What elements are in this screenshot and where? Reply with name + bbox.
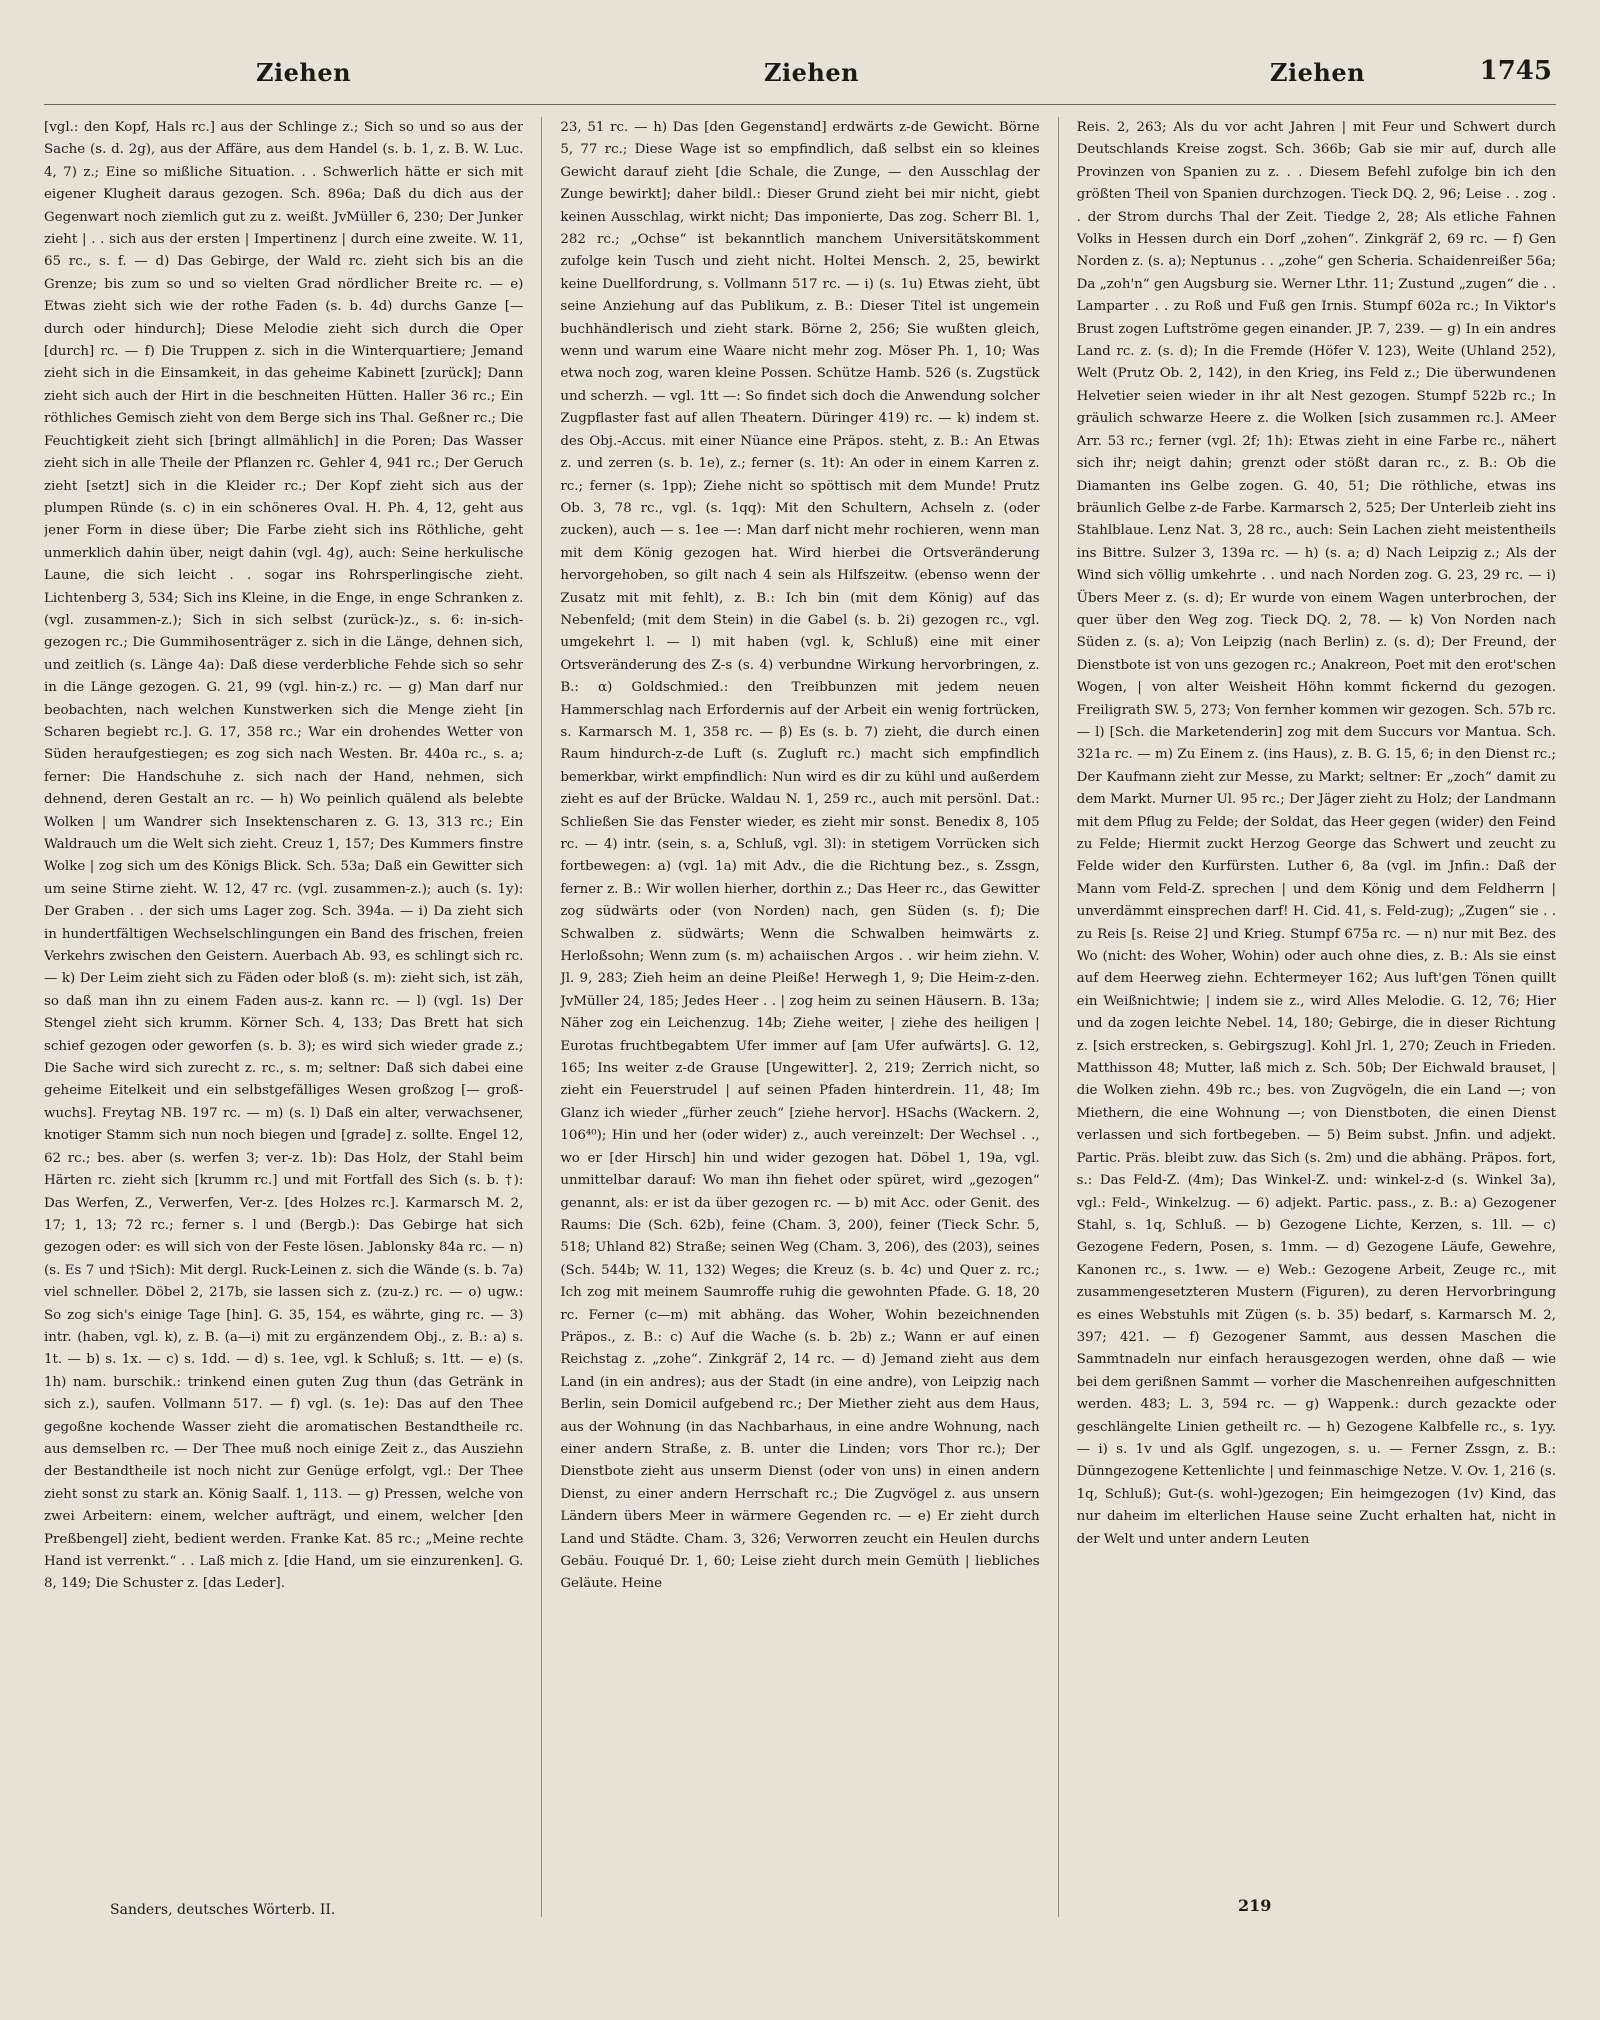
headword-right: Ziehen: [1270, 58, 1366, 87]
page-number: 1745: [1479, 56, 1552, 86]
text-columns: [44, 117, 1556, 1917]
signature-mark: 219: [1238, 1896, 1272, 1915]
column-3-text: Reis. 2, 263; Als du vor acht Jahren | mit Feur und Schwert durch Deutschlands Kreise zogst. Sch. 366b; Gab sie mir auf, durch alle Provinzen von Spanien zu z. . . Diesem Befehl zufolge bin ich den größten Theil von Spanien durchzogen. Tieck DQ. 2, 96; Leise . . zog . . der Strom durchs Thal der Zeit. Tiedge 2, 28; Als etliche Fahnen Volks in Hessen durch ein Dorf „zohen“. Zinkgräf 2, 69 rc. — f) Gen Norden z. (s. a); Neptunus . . „zohe“ gen Scheria. Schaidenreißer 56a; Da „zoh'n“ gen Augsburg sie. Werner Lthr. 11; Zustund „zugen“ die . . Lamparter . . zu Roß und Fuß gen Irnis. Stumpf 602a rc.; In Viktor's Brust zogen Luftströme gegen einander. JP. 7, 239. — g) In ein andres Land rc. z. (s. d); In die Fremde (Höfer V. 123), Weite (Uhland 252), Welt (Prutz Ob. 2, 142), in den Krieg, ins Feld z.; Die überwundenen Helvetier seien wieder in ihr alt Nest gezogen. Stumpf 522b rc.; In gräulich schwarze Heere z. die Wolken [sich zusammen rc.]. AMeer Arr. 53 rc.; ferner (vgl. 2f; 1h): Etwas zieht in eine Farbe rc., nähert sich ihr; neigt dahin; grenzt oder stößt daran rc., z. B.: Ob die Diamanten ins Gelbe zogen. G. 40, 51; Die röthliche, etwas ins bräunlich Gelbe z-de Farbe. Karmarsch 2, 525; Der Unterleib zieht ins Stahlblaue. Lenz Nat. 3, 28 rc., auch: Sein Lachen zieht meistentheils ins Bittre. Sulzer 3, 139a rc. — h) (s. a; d) Nach Leipzig z.; Als der Wind sich völlig umkehrte . . und nach Norden zog. G. 23, 29 rc. — i) Übers Meer z. (s. d); Er wurde von einem Wagen unterbrochen, der quer über den Weg zog. Tieck DQ. 2, 78. — k) Von Norden nach Süden z. (s. a); Von Leipzig (nach Berlin) z. (s. d); Der Freund, der Dienstbote ist von uns gezogen rc.; Anakreon, Poet mit den erot'schen Wogen, | von alter Weisheit Höhn kommt fickernd du gezogen. Freiligrath SW. 5, 273; Von fernher kommen wir gezogen. Sch. 57b rc. — l) [Sch. die Marketenderin] zog mit dem Succurs vor Mantua. Sch. 321a rc. — m) Zu Einem z. (ins Haus), z. B. G. 15, 6; in den Dienst rc.; Der Kaufmann zieht zur Messe, zu Markt; seltner: Er „zoch“ damit zu dem Markt. Murner Ul. 95 rc.; Der Jäger zieht zu Holz; der Landmann mit dem Pflug zu Felde; der Soldat, das Heer gegen (wider) den Feind zu Felde; Hiermit zuckt Herzog George das Schwert und zeucht zu Felde wider den Kurfürsten. Luther 6, 8a (vgl. im Jnfin.: Daß der Mann vom Feld-Z. sprechen | und dem König und dem Feldherrn | unverdämmt einsprechen darf! H. Cid. 41, s. Feld-zug); „Zugen“ sie . . zu Reis [s. Reise 2] und Krieg. Stumpf 675a rc. — n) nur mit Bez. des Wo (nicht: des Woher, Wohin) oder auch ohne dies, z. B.: Als sie einst auf dem Heerweg ziehn. Echtermeyer 162; Aus luft'gen Tönen quillt ein Weißnichtwie; | indem sie z., wird Alles Melodie. G. 12, 76; Hier und da zogen leichte Nebel. 14, 180; Gebirge, die in dieser Richtung z. [sich erstrecken, s. Gebirgszug]. Kohl Jrl. 1, 270; Zeuch in Frieden. Matthisson 48; Mutter, laß mich z. Sch. 50b; Der Eichwald brauset, | die Wolken ziehn. 49b rc.; bes. von Zugvögeln, die ein Land —; von Miethern, die eine Wohnung —; von Dienstboten, die einen Dienst verlassen und sich fortbegeben. — 5) Beim subst. Jnfin. und adjekt. Partic. Präs. bleibt zuw. das Sich (s. 2m) und die abhäng. Präpos. fort, s.: Das Feld-Z. (4m); Das Winkel-Z. und: winkel-z-d (s. Winkel 3a), vgl.: Feld-, Winkelzug. — 6) adjekt. Partic. pass., z. B.: a) Gezogener Stahl, s. 1q, Schluß. — b) Gezogene Lichte, Kerzen, s. 1ll. — c) Gezogene Federn, Posen, s. 1mm. — d) Gezogene Läufe, Gewehre, Kanonen rc., s. 1ww. — e) Web.: Gezogene Arbeit, Zeuge rc., mit zusammengesetzteren Mustern (Figuren), zu deren Hervorbringung es eines Webstuhls mit Zügen (s. b. 35) bedarf, s. Karmarsch M. 2, 397; 421. — f) Gezogener Sammt, aus dessen Maschen die Sammtnadeln nur einfach herausgezogen werden, ohne daß — wie bei dem gerißnen Sammt — vorher die Maschenreihen aufgeschnitten werden. 483; L. 3, 594 rc. — g) Wappenk.: durch gezackte oder geschlängelte Linien getheilt rc. — h) Gezogene Kalbfelle rc., s. 1yy. — i) s. 1v und als Gglf. ungezogen, s. u. — Ferner Zssgn, z. B.: Dünngezogene Kettenlichte | und feinmaschige Netze. V. Ov. 1, 216 (s. 1q, Schluß); Gut-(s. wohl-)gezogen; Ein heimgezogen (1v) Kind, das nur daheim im elterlichen Hause seine Zucht erhalten hat, nicht in der Welt und unter andern Leuten: [1076, 120, 1557, 1547]
column-1: [44, 117, 523, 1917]
column-divider: [541, 117, 542, 1917]
column-3: [1077, 117, 1556, 1917]
page-header: [44, 58, 1556, 105]
source-footer: Sanders, deutsches Wörterb. II.: [110, 1902, 336, 1918]
column-1-text: [vgl.: den Kopf, Hals rc.] aus der Schlinge z.; Sich so und so aus der Sache (s. d. 2g), aus der Affäre, aus dem Handel (s. b. 1, z. B. W. Luc. 4, 7) z.; Eine so mißliche Situation. . . Schwerlich hätte er sich mit eigener Klugheit daraus gezogen. Sch. 896a; Daß du dich aus der Gegenwart noch ziemlich gut zu z. weißt. JvMüller 6, 230; Der Junker zieht | . . sich aus der ersten | Impertinenz | durch eine zweite. W. 11, 65 rc., s. f. — d) Das Gebirge, der Wald rc. zieht sich bis an die Grenze; bis zum so und so vielten Grad nördlicher Breite rc. — e) Etwas zieht sich wie der rothe Faden (s. b. 4d) durchs Ganze [— durch oder hindurch]; Diese Melodie zieht sich durch die Oper [durch] rc. — f) Die Truppen z. sich in die Winterquartiere; Jemand zieht sich in die Einsamkeit, in das geheime Kabinett [zurück]; Dann zieht sich auch der Hirt in die beschneiten Hütten. Haller 36 rc.; Ein röthliches Gemisch zieht von dem Berge sich ins Thal. Geßner rc.; Die Feuchtigkeit zieht sich [bringt allmählich] in die Poren; Das Wasser zieht sich in alle Theile der Pflanzen rc. Gehler 4, 941 rc.; Der Geruch zieht [setzt] sich in die Kleider rc.; Der Kopf zieht sich aus der plumpen Ründe (s. c) in ein schöneres Oval. H. Ph. 4, 12, geht aus jener Form in diese über; Die Farbe zieht sich ins Röthliche, geht unmerklich dahin über, neigt dahin (vgl. 4g), auch: Seine herkulische Laune, die sich leicht . . sogar ins Rohrsperlingische zieht. Lichtenberg 3, 534; Sich ins Kleine, in die Enge, in enge Schranken z. (vgl. zusammen-z.); Sich in sich selbst (zurück-)z., s. 6: in-sich-gezogen rc.; Die Gummihosenträger z. sich in die Länge, dehnen sich, und zeitlich (s. Länge 4a): Daß diese verderbliche Fehde sich so sehr in die Länge gezogen. G. 21, 99 (vgl. hin-z.) rc. — g) Man darf nur beobachten, nach welchen Kunstwerken sich die Menge zieht [in Scharen begiebt rc.]. G. 17, 358 rc.; War ein drohendes Wetter von Süden heraufgestiegen; es zog sich nach Westen. Br. 440a rc., s. a; ferner: Die Handschuhe z. sich nach der Hand, nehmen, sich dehnend, deren Gestalt an rc. — h) Wo peinlich quälend als belebte Wolken | um Wandrer sich Insektenscharen z. G. 13, 313 rc.; Ein Waldrauch um die Welt sich zieht. Creuz 1, 157; Des Kummers finstre Wolke | zog sich um des Königs Blick. Sch. 53a; Daß ein Gewitter sich um seine Stirne zieht. W. 12, 47 rc. (vgl. zusammen-z.); auch (s. 1y): Der Graben . . der sich ums Lager zog. Sch. 394a. — i) Da zieht sich in hundertfältigen Wechselschlingungen ein Band des frischen, freien Verkehrs zwischen den Geistern. Auerbach Ab. 93, es schlingt sich rc. — k) Der Leim zieht sich zu Fäden oder bloß (s. m): zieht sich, ist zäh, so daß man ihn zu einem Faden aus-z. kann rc. — l) (vgl. 1s) Der Stengel zieht sich krumm. Körner Sch. 4, 133; Das Brett hat sich schief gezogen oder geworfen (s. b. 3); es wird sich wieder grade z.; Die Sache wird sich zurecht z. rc., s. m; seltner: Daß sich dabei eine geheime Eitelkeit und ein selbstgefälliges Wesen großzog [— groß-wuchs]. Freytag NB. 197 rc. — m) (s. l) Daß ein alter, verwachsener, knotiger Stamm sich nun noch biegen und [grade] z. sollte. Engel 12, 62 rc.; bes. aber (s. werfen 3; ver-z. 1b): Das Holz, der Stahl beim Härten rc. zieht sich [krumm rc.] und mit Fortfall des Sich (s. b. †): Das Werfen, Z., Verwerfen, Ver-z. [des Holzes rc.]. Karmarsch M. 2, 17; 1, 13; 72 rc.; ferner s. l und (Bergb.): Das Gebirge hat sich gezogen oder: es will sich von der Feste lösen. Jablonsky 84a rc. — n) (s. Es 7 und †Sich): Mit dergl. Ruck-Leinen z. sich die Wände (s. b. 7a) viel schneller. Döbel 2, 217b, sie lassen sich z. (zu-z.) rc. — o) ugw.: So zog sich's einige Tage [hin]. G. 35, 154, es währte, ging rc. — 3) intr. (haben, vgl. k), z. B. (a—i) mit zu ergänzendem Obj., z. B.: a) s. 1t. — b) s. 1x. — c) s. 1dd. — d) s. 1ee, vgl. k Schluß; s. 1tt. — e) (s. 1h) nam. burschik.: trinkend einen guten Zug thun (das Getränk in sich z.), saufen. Vollmann 517. — f) vgl. (s. 1e): Das auf den Thee gegoßne kochende Wasser zieht die aromatischen Bestandtheile rc. aus demselben rc. — Der Thee muß noch einige Zeit z., das Ausziehn der Bestandtheile ist noch nicht zur Genüge erfolgt, vgl.: Der Thee zieht sonst zu stark an. König Saalf. 1, 113. — g) Pressen, welche von zwei Arbeitern: einem, welcher aufträgt, und einem, welcher [den Preßbengel] zieht, bedient werden. Franke Kat. 85 rc.; „Meine rechte Hand ist verrenkt.“ . . Laß mich z. [die Hand, um sie einzurenken]. G. 8, 149; Die Schuster z. [das Leder].: [44, 120, 524, 1592]
column-2: [560, 117, 1039, 1917]
headword-middle: Ziehen: [764, 58, 860, 87]
column-divider: [1058, 117, 1059, 1917]
column-2-text: 23, 51 rc. — h) Das [den Gegenstand] erdwärts z-de Gewicht. Börne 5, 77 rc.; Diese Wage ist so empfindlich, daß selbst ein so kleines Gewicht darauf zieht [die Schale, die Zunge, — den Ausschlag der Zunge bewirkt]; daher bildl.: Dieser Grund zieht bei mir nicht, giebt keinen Ausschlag, wirkt nicht; Das imponierte, Das zog. Scherr Bl. 1, 282 rc.; „Ochse“ ist bekanntlich manchem Universitätskomment zufolge kein Tusch und zieht nicht. Holtei Mensch. 2, 25, bewirkt keine Duellfordrung, s. Vollmann 517 rc. — i) (s. 1u) Etwas zieht, übt seine Anziehung auf das Publikum, z. B.: Dieser Titel ist ungemein buchhändlerisch und zieht stark. Börne 2, 256; Sie wußten gleich, wenn und warum eine Waare nicht mehr zog. Möser Ph. 1, 10; Was etwa noch zog, waren kleine Possen. Schütze Hamb. 526 (s. Zugstück und scherzh. — vgl. 1tt —: So findet sich doch die Anwendung solcher Zugpflaster fast auf allen Theatern. Düringer 419) rc. — k) indem st. des Obj.-Accus. mit einer Nüance eine Präpos. steht, z. B.: An Etwas z. und zerren (s. b. 1e), z.; ferner (s. 1t): An oder in einem Karren z. rc.; ferner (s. 1pp); Ziehe nicht so spöttisch mit dem Munde! Prutz Ob. 3, 78 rc., vgl. (s. 1qq): Mit den Schultern, Achseln z. (oder zucken), auch — s. 1ee —: Man darf nicht mehr rochieren, wenn man mit dem König gezogen hat. Wird hierbei die Ortsveränderung hervorgehoben, so gilt nach 4 sein als Hilfszeitw. (ebenso wenn der Zusatz mit mit fehlt), z. B.: Ich bin (mit dem König) auf das Nebenfeld; (mit dem Stein) in die Gabel (s. b. 2i) gezogen rc., vgl. umgekehrt l. — l) mit haben (vgl. k, Schluß) eine mit einer Ortsveränderung des Z-s (s. 4) verbundne Wirkung hervorbringen, z. B.: α) Goldschmied.: den Treibbunzen mit jedem neuen Hammerschlag nach Erfordernis auf der Arbeit ein wenig fortrücken, s. Karmarsch M. 1, 358 rc. — β) Es (s. b. 7) zieht, die durch einen Raum hindurch-z-de Luft (s. Zugluft rc.) macht sich empfindlich bemerkbar, wirkt empfindlich: Nun wird es dir zu kühl und außerdem zieht es auf der Brücke. Waldau N. 1, 259 rc., auch mit persönl. Dat.: Schließen Sie das Fenster wieder, es zieht mir sonst. Benedix 8, 105 rc. — 4) intr. (sein, s. a, Schluß, vgl. 3l): in stetigem Vorrücken sich fortbewegen: a) (vgl. 1a) mit Adv., die die Richtung bez., s. Zssgn, ferner z. B.: Wir wollen hierher, dorthin z.; Das Heer rc., das Gewitter zog südwärts oder (von Norden) nach, gen Süden (s. f); Die Schwalben z. südwärts; Wenn die Schwalben heimwärts z. Herloßsohn; Wenn zum (s. m) achaiischen Argos . . wir heim ziehn. V. Jl. 9, 283; Zieh heim an deine Pleiße! Herwegh 1, 9; Die Heim-z-den. JvMüller 24, 185; Jedes Heer . . | zog heim zu seinen Häusern. B. 13a; Näher zog ein Leichenzug. 14b; Ziehe weiter, | ziehe des heiligen | Eurotas fruchtbegabtem Ufer immer auf [am Ufer aufwärts]. G. 12, 165; Ins weiter z-de Grause [Ungewitter]. 2, 219; Zerrich nicht, so zieht ein Feuerstrudel | auf seinen Pfaden hinterdrein. 11, 48; Im Glanz ich wieder „fürher zeuch“ [ziehe hervor]. HSachs (Wackern. 2, 106⁴⁰); Hin und her (oder wider) z., auch vereinzelt: Der Wechsel . ., wo er [der Hirsch] hin und wider gezogen hat. Döbel 1, 19a, vgl. unmittelbar darauf: Wo man ihn fiehet oder spüret, wird „gezogen“ genannt, als: er ist da über gezogen rc. — b) mit Acc. oder Genit. des Raums: Die (Sch. 62b), feine (Cham. 3, 200), feiner (Tieck Schr. 5, 518; Uhland 82) Straße; seinen Weg (Cham. 3, 206), des (203), seines (Sch. 544b; W. 11, 132) Weges; die Kreuz (s. b. 4c) und Quer z. rc.; Ich zog mit meinem Saumroffe ruhig die gewohnten Pfade. G. 18, 20 rc. Ferner (c—m) mit abhäng. das Woher, Wohin bezeichnenden Präpos., z. B.: c) Auf die Wache (s. b. 2b) z.; Wann er auf einen Reichstag z. „zohe“. Zinkgräf 2, 14 rc. — d) Jemand zieht aus dem Land (in ein andres); aus der Stadt (in eine andre), von Leipzig nach Berlin, sein Domicil aufgebend rc.; Der Miether zieht aus dem Haus, aus der Wohnung (in das Nachbarhaus, in eine andre Wohnung, nach einer andern Straße, z. B. unter die Linden; vors Thor rc.); Der Dienstbote zieht aus unserm Dienst (oder von uns) in einen andern Dienst, zu einer andern Herrschaft rc.; Die Zugvögel z. aus unsern Ländern übers Meer in wärmere Gegenden rc. — e) Er zieht durch Land und Städte. Cham. 3, 326; Verworren zeucht ein Heulen durchs Gebäu. Fouqué Dr. 1, 60; Leise zieht durch mein Gemüth | liebliches Geläute. Heine: [560, 120, 1040, 1592]
headword-left: Ziehen: [256, 58, 352, 87]
